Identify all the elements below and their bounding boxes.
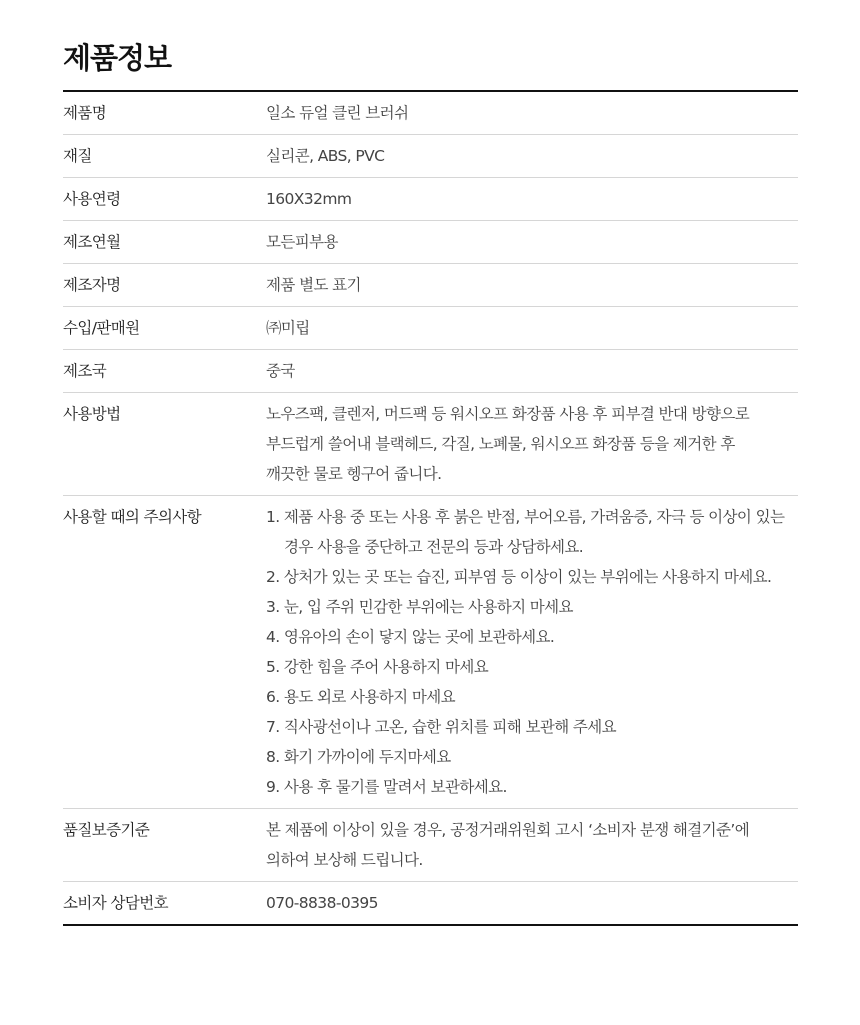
row-label: 재질	[63, 135, 266, 178]
caution-item: 3. 눈, 입 주위 민감한 부위에는 사용하지 마세요	[266, 598, 573, 616]
caution-item: 5. 강한 힘을 주어 사용하지 마세요	[266, 658, 489, 676]
caution-item: 2. 상처가 있는 곳 또는 습진, 피부염 등 이상이 있는 부위에는 사용하지 마세요.	[266, 568, 772, 586]
row-label: 품질보증기준	[63, 809, 266, 882]
caution-item: 8. 화기 가까이에 두지마세요	[266, 748, 451, 766]
row-value: 160X32mm	[266, 178, 798, 221]
table-row	[63, 178, 798, 221]
table-row	[63, 307, 798, 350]
table-row	[63, 496, 798, 809]
row-label: 사용방법	[63, 393, 266, 496]
text-line: 노우즈팩, 클렌저, 머드팩 등 워시오프 화장품 사용 후 피부결 반대 방향으로	[266, 405, 750, 423]
row-value	[266, 496, 798, 809]
table-row	[63, 350, 798, 393]
row-value	[266, 809, 798, 882]
table-row	[63, 135, 798, 178]
table-row	[63, 91, 798, 135]
caution-item: 4. 영유아의 손이 닿지 않는 곳에 보관하세요.	[266, 628, 555, 646]
row-label: 제품명	[63, 91, 266, 135]
row-value: 중국	[266, 350, 798, 393]
caution-item: 9. 사용 후 물기를 말려서 보관하세요.	[266, 778, 507, 796]
table-row	[63, 882, 798, 926]
row-value: ㈜미립	[266, 307, 798, 350]
caution-item: 1. 제품 사용 중 또는 사용 후 붉은 반점, 부어오름, 가려움증, 자극 등 이상이 있는 경우 사용을 중단하고 전문의 등과 상담하세요.	[266, 508, 785, 556]
row-label: 사용할 때의 주의사항	[63, 496, 266, 809]
table-row	[63, 809, 798, 882]
row-label: 사용연령	[63, 178, 266, 221]
text-line: 의하여 보상해 드립니다.	[266, 851, 423, 869]
row-label: 제조연월	[63, 221, 266, 264]
row-value	[266, 393, 798, 496]
row-label: 수입/판매원	[63, 307, 266, 350]
text-line: 본 제품에 이상이 있을 경우, 공정거래위원회 고시 ‘소비자 분쟁 해결기준’에	[266, 821, 750, 839]
row-value: 모든피부용	[266, 221, 798, 264]
caution-item: 6. 용도 외로 사용하지 마세요	[266, 688, 456, 706]
caution-item: 7. 직사광선이나 고온, 습한 위치를 피해 보관해 주세요	[266, 718, 617, 736]
row-label: 소비자 상담번호	[63, 894, 168, 912]
row-value: 070-8838-0395	[266, 894, 378, 912]
table-row	[63, 393, 798, 496]
text-line: 깨끗한 물로 헹구어 줍니다.	[266, 465, 442, 483]
table-row	[63, 221, 798, 264]
product-info-table	[63, 90, 798, 926]
row-value: 일소 듀얼 클린 브러쉬	[266, 91, 798, 135]
table-row	[63, 264, 798, 307]
page-title: 제품정보	[63, 41, 172, 75]
row-label: 제조국	[63, 350, 266, 393]
row-label: 제조자명	[63, 264, 266, 307]
row-value: 제품 별도 표기	[266, 264, 798, 307]
row-value: 실리콘, ABS, PVC	[266, 135, 798, 178]
text-line: 부드럽게 쓸어내 블랙헤드, 각질, 노폐물, 워시오프 화장품 등을 제거한 후	[266, 435, 735, 453]
